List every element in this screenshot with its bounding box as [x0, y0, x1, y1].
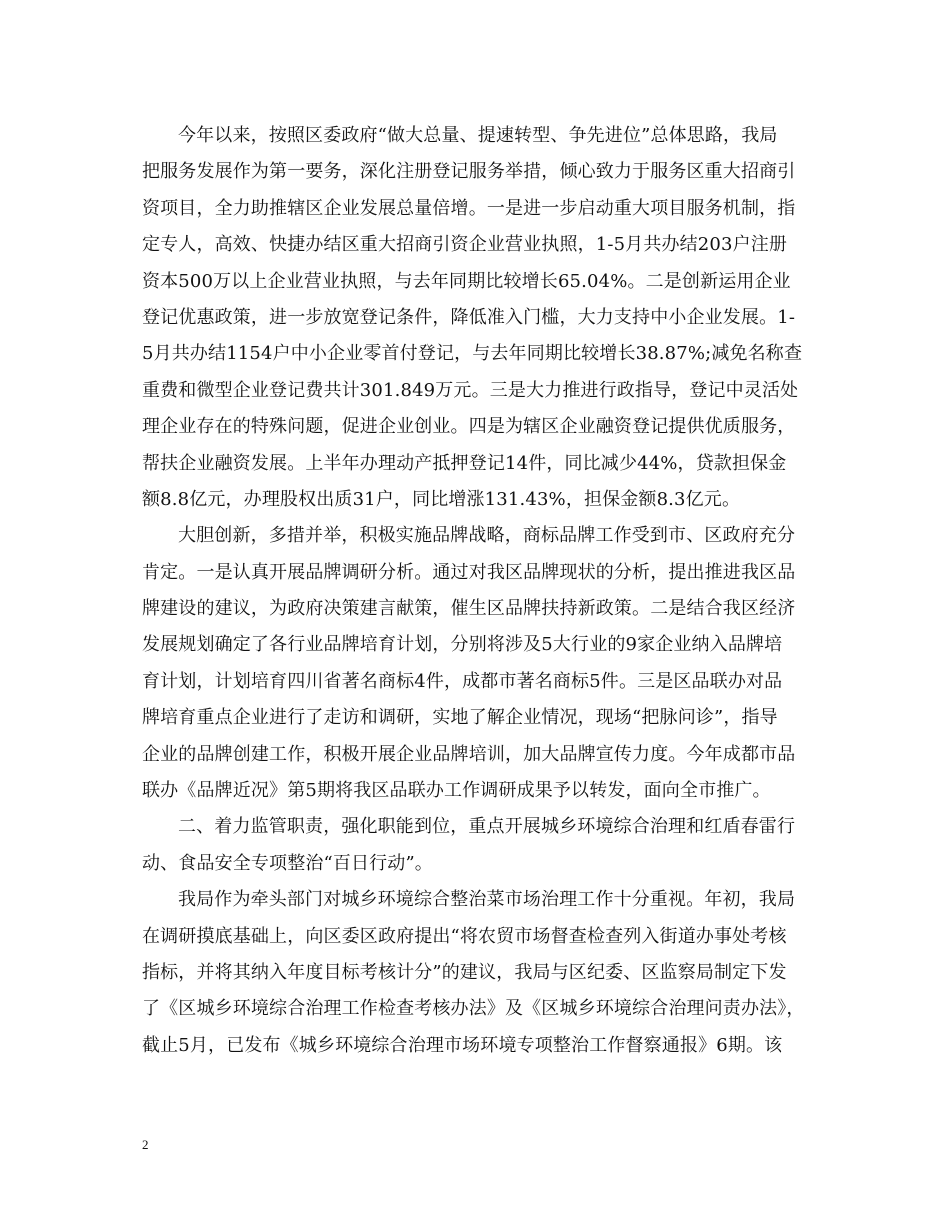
paragraph-2-line-8: 联办《品牌近况》第5期将我区品联办工作调研成果予以转发，面向全市推广。	[142, 780, 771, 802]
page-number: 2	[142, 1137, 149, 1152]
paragraph-3-line-4: 了《区城乡环境综合治理工作检查考核办法》及《区城乡环境综合治理问责办法》，	[142, 998, 805, 1020]
paragraph-3-line-1: 我局作为牵头部门对城乡环境综合整治菜市场治理工作十分重视。年初，我局	[178, 889, 796, 911]
paragraph-3-line-5: 截止5月，已发布《城乡环境综合治理市场环境专项整治工作督察通报》6期。该	[142, 1034, 783, 1056]
paragraph-2-line-1: 大胆创新，多措并举，积极实施品牌战略，商标品牌工作受到市、区政府充分	[178, 525, 796, 547]
paragraph-1-line-1: 今年以来，按照区委政府“做大总量、提速转型、争先进位”总体思路，我局	[178, 125, 778, 146]
paragraph-1-line-5: 资本500万以上企业营业执照，与去年同期比较增长65.04%。二是创新运用企业	[142, 270, 791, 292]
paragraph-1-line-3: 资项目，全力助推辖区企业发展总量倍增。一是进一步启动重大项目服务机制，指	[142, 197, 796, 219]
paragraph-1-line-11: 额8.8亿元，办理股权出质31户，同比增涨131.43%，担保金额8.3亿元。	[142, 488, 741, 510]
paragraph-1-line-10: 帮扶企业融资发展。上半年办理动产抵押登记14件，同比减少44%，贷款担保金	[142, 452, 787, 474]
paragraph-1-line-8: 重费和微型企业登记费共计301.849万元。三是大力推进行政指导，登记中灵活处	[142, 379, 799, 401]
paragraph-3-line-2: 在调研摸底基础上，向区委区政府提出“将农贸市场督查检查列入街道办事处考核	[142, 925, 787, 947]
section-heading-line-2: 动、食品安全专项整治“百日行动”。	[142, 852, 433, 874]
paragraph-1-line-7: 5月共办结1154户中小企业零首付登记，与去年同期比较增长38.87%;减免名称查	[142, 343, 803, 365]
paragraph-2-line-2: 肯定。一是认真开展品牌调研分析。通过对我区品牌现状的分析，提出推进我区品	[142, 561, 796, 583]
paragraph-2-line-4: 发展规划确定了各行业品牌培育计划，分别将涉及5大行业的9家企业纳入品牌培	[142, 634, 783, 656]
paragraph-3-line-3: 指标，并将其纳入年度目标考核计分”的建议，我局与区纪委、区监察局制定下发	[142, 961, 787, 983]
paragraph-1-line-9: 理企业存在的特殊问题，促进企业创业。四是为辖区企业融资登记提供优质服务，	[142, 416, 796, 438]
paragraph-1-line-6: 登记优惠政策，进一步放宽登记条件，降低准入门槛，大力支持中小企业发展。1-	[142, 306, 796, 328]
document-body	[142, 118, 812, 1064]
paragraph-2-line-6: 牌培育重点企业进行了走访和调研，实地了解企业情况，现场“把脉问诊”，指导	[142, 707, 778, 729]
paragraph-2-line-3: 牌建设的建议，为政府决策建言献策，催生区品牌扶持新政策。二是结合我区经济	[142, 598, 796, 620]
paragraph-2-line-5: 育计划，计划培育四川省著名商标4件，成都市著名商标5件。三是区品联办对品	[142, 670, 783, 692]
section-heading-line-1: 二、着力监管职责，强化职能到位，重点开展城乡环境综合治理和红盾春雷行	[178, 816, 796, 838]
paragraph-1-line-2: 把服务发展作为第一要务，深化注册登记服务举措，倾心致力于服务区重大招商引	[142, 161, 796, 183]
paragraph-2-line-7: 企业的品牌创建工作，积极开展企业品牌培训，加大品牌宣传力度。今年成都市品	[142, 743, 796, 765]
paragraph-1-line-4: 定专人，高效、快捷办结区重大招商引资企业营业执照，1-5月共办结203户注册	[142, 234, 788, 256]
